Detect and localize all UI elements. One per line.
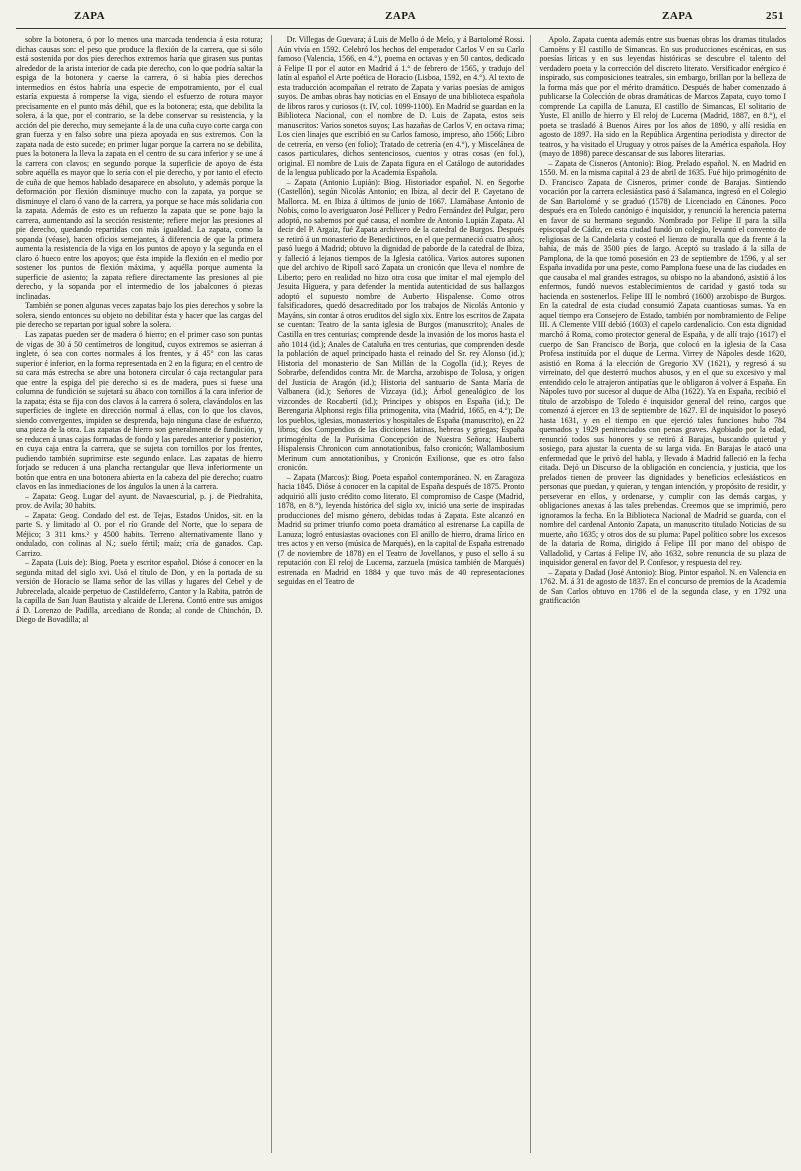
- paragraph: – Zapata: Geog. Condado del est. de Tejas, Estados Unidos, sit. en la parte S. y limitado al O. por el río Grande del Norte, que lo separa de Méjico; 3 311 kms.² y 4500 habits. Terreno alternativamente llano y ondulado, con colinas al N.; suelo fértil; maíz; cría de ganados. Cap. Carrizo.: [16, 510, 263, 558]
- text-columns: [16, 35, 786, 1153]
- column-middle: [271, 35, 532, 1153]
- paragraph: – Zapata (Antonio Lupián): Biog. Historiador español. N. en Segorbe (Castellón), según Nicolás Antonio; en Ibiza, al decir del P. Cayetano de Mallorca. M. en Ibiza á últimos de junio de 1667. Llamábase Antonio de Nobis, como lo averiguaron José Pellicer y Pedro Fernández del Pulgar, pero adoptó, no sabemos por qué causa, el nombre de Antonio Lupián Zapata. Al decir del P. Argaiz, fué Zapata archivero de la catedral de Burgos. Después se retiró á un monasterio de Benedictinos, en el que permaneció cuatro años; pasó luego á Madrid; obtuvo la dignidad de paborde de la catedral de Ibiza, y falleció á lejanos tiempos de la Iglesia católica. Varios autores suponen que del archivo de Ripoll sacó Zapata un cronicón que lleva el nombre de Liberto; pero en realidad no hizo otra cosa que imitar el mal ejemplo del Jesuita Higuera, y para defender la mentida autenticidad de sus hallazgos adoptó el supuesto nombre de Auberto Hispalense. Como otros falsificadores, quedó desacreditado por los trabajos de Nicolás Antonio y Mayáns, sin contar á otros eruditos del siglo xix. Entre los escritos de Zapata se cuentan: Teatro de la santa iglesia de Burgos (manuscrito); Anales de Castilla en tres centurias; comprende desde la invasión de los moros hasta el año 1014 (id.); Anales de Cataluña en tres centurias, que comprenden desde la población de aquel principado hasta el reinado del Sr. rey Alonso (id.); Historia del monasterio de San Millán de la Cogolla (id.); Reyes de Sobrarbe, defendidos contra Mr. de Marcha, arzobispo de Tolosa, y origen del Justicia de Aragón (id.); Historia del santuario de Santa María de Valbanera (id.); Señores de Vizcaya (id.); Árbol genealógico de los vizcondes de Rocabertí (id.); Principes y obispos en España (id.); De Berengaria Alphonsi regis filia primogenita, vita (Madrid, 1665, en 4.°); De los pueblos, iglesias, monasterios y hospitales de España (manuscrito), en 22 libros; dos Compendios de las dicciones latinas, hebreas y griegas; España primogénita de la Purísima Concepción de Nuestra Señora; Hauberti Hispalensis Chronicon cum annotationibus, falso cronicón; Wallambosium Merinum cum annotationibus, y Cronicón Exilionse, que es otro falso cronicón.: [277, 177, 525, 473]
- paragraph: Dr. Villegas de Guevara; á Luis de Mello ó de Melo, y á Bartolomé Rossi. Aún vivía en 1592. Celebró los hechos del emperador Carlos V en su Carlo famoso (Valencia, 1566, en 4.°), poema en octavas y en 50 cantos, dedicado á Felipe II por el autor en Madrid á 1.° de febrero de 1565, y tradujo del latín al español el Arte poética de Horacio (Lisboa, 1592, en 4.°). Al texto de esta traducción acompañan el retrato de Zapata y varias poesías de amigos suyos. De ambas obras hay noticias en el Ensayo de una biblioteca española de libros raros y curiosos (t. IV, col. 1099-1100). En Madrid se guardan en la Biblioteca Nacional, con el nombre de D. Luis de Zapata, estos seis manuscritos: Varios sonetos suyos; Las hazañas de Carlos V, en octava rima; Los cien linajes que escribió en su Carlos famoso, impreso, año 1566; Libro de cetrería, en verso (en folio); Tratado de cetrería (en 4.°), y Miscelánea de casos particulares, dichos sentenciosos, cuentos y otras cosas (en fol.), original. El nombre de Luis de Zapata figura en el Catálogo de autoridades de la lengua publicado por la Academia Española.: [277, 35, 525, 178]
- paragraph: – Zapata (Luis de): Biog. Poeta y escritor español. Dióse á conocer en la segunda mitad del siglo xvi. Usó el título de Don, y en la portada de su versión de Horacio se llama señor de las villas y lugares del Cebel y de Jubrecelada, alcaide perpetuo de Castildeferro, Cantor y la Rabita, patrón de la capilla de San Juan Bautista y alcaide de Llerena. Contó entre sus amigos á D. Lorenzo de Padilla, arcediano de Ronda; al conde de Chinchón, D. Diego de Bovadilla; al: [16, 558, 263, 625]
- paragraph: También se ponen algunas veces zapatas bajo los pies derechos y sobre la solera, siendo entonces su objeto no debilitar ésta y hacer que las cargas del pie derecho se repartan por igual sobre la solera.: [16, 301, 263, 330]
- running-head-center: ZAPA: [385, 10, 417, 22]
- running-head-right: ZAPA: [662, 10, 694, 22]
- paragraph: Las zapatas pueden ser de madera ó hierro; en el primer caso son puntas de vigas de 30 á 50 centímetros de longitud, cuyos extremos se asierran á inglete, ó sea con cortes normales á los frentes, y á 45° con las caras superior é inferior, en la forma representada en 2 en la figura; en el centro de su cara más estrecha se abre una botonera circular ó caja rectangular para que entre la espiga del pie derecho si es de madera, pues si fuese una columna de fundición se sujetará su ábaco con tornillos á la cara inferior de la zapata; ésta se fija con dos clavos á la carrera ó solera, clavándolos en las superficies de inglete en dirección normal á ellas, con lo que los clavos, siendo convergentes, impiden se desprenda, bajo ninguna clase de esfuerzo, una pieza de la otra. Las zapatas de hierro son generalmente de fundición, y se reducen á unas cajas formadas de fondo y las paredes anterior y posterior, en cuya caja entra la carrera, que se sujeta con tornillos por los frentes, pudiendo también suprimirse este segundo enlace. Las zapatas de hierro forjado se reducen á una plancha rectangular que lleva inferiormente un botón que entra en una botonera abierta en la cabeza del pie derecho; cuatro clavos en las inmediaciones de los ángulos la unen á la carrera.: [16, 329, 263, 492]
- paragraph: – Zapata de Cisneros (Antonio): Biog. Prelado español. N. en Madrid en 1550. M. en la misma capital á 23 de abril de 1635. Fué hijo primogénito de D. Francisco Zapata de Cisneros, primer conde de Barajas. Sintiendo vocación por la carrera eclesiástica pasó á Salamanca, ingresó en el Colegio de San Bartolomé y se graduó (1578) de Licenciado en Cánones. Poco después era en Toledo canónigo é inquisidor, y renunció la herencia paterna en favor de su hermano segundo. Nombrado por Felipe II para la silla episcopal de Cádiz, en esta ciudad fundó un colegio, levantó el convento de religiosas de la Candelaria y costeó el lienzo de muralla que da frente á la bahía, de más de 3500 pies de largo. Aceptó su traslado á la silla de Pamplona, de la que tomó posesión en 23 de septiembre de 1596, y al ser España invadida por una peste, como Pamplona fuese una de las ciudades en que causaba el mal grandes estragos, su obispo no la abandonó, asistió á los enfermos, fundó nuevos establecimientos de caridad y gastó toda su hacienda en sostenerlos. Felipe III le nombró (1600) arzobispo de Burgos. En la catedral de esta ciudad consumió Zapata cuantiosas sumas. Ya en aquel tiempo era Consejero de Estado, también por nombramiento de Felipe III. A Clemente VIII debió (1603) el capelo cardenalicio. Con esta dignidad marchó á Roma, como protector general de España, y de allí trajo (1617) el cuerpo de San Francisco de Borja, que colocó en la iglesia de la Casa Profesa instituída por el duque de Lerma. Virrey de Nápoles desde 1620, asistió en Roma á la elección de Gregorio XV (1621), y regresó á su virreinato, del que desterró muchos abusos, y en el que su excesivo y mal entendido celo le atrajeron antipatías que le obligaron á volver á España. En Nápoles tuvo por sucesor al duque de Alba (1622). Ya en España, recibió el título de arzobispo de Toledo é inquisidor general del reino, cargos que comenzó á ejercer en 13 de septiembre de 1627. El de inquisidor lo poseyó hasta 1631, y en el tiempo en que ejerció tales funciones hubo 784 quemados y 1929 penitenciados con penas graves. Agobiado por la edad, renunció todos sus honores y se retiró á Barajas, buscando quietud y sosiego, para ajustar la cuenta de su larga vida. En Barajas le atacó una enfermedad que le privó del habla, y llevado á Madrid falleció en la fecha citada. Dejó un Discurso de la obligación en conciencia, y justicia, que los prelados tienen de proveer las dignidades y beneficios eclesiásticos en personas que puedan, y quieran, y tengan intención, y propósito de residir, y perseverar en ellos, y ordenarse, y cumplir con las demás cargas, y obligaciones anexas á las tales prebendas. Creemos que se imprimió, pero ignoramos la fecha. En la Biblioteca Nacional de Madrid se guarda, con el nombre del cardenal Antonio Zapata, un manuscrito titulado Noticias de su muerte, año 1635; y otros dos de su pluma: Papel político sobre los excesos de la dataria de Roma, dirigido á Felipe III por mano del obispo de Valladolid, y Cartas á Felipe IV, año 1632, sobre renuncia de su plaza de inquisidor general en favor del P. Confesor, y respuesta del rey.: [539, 158, 787, 568]
- paragraph: – Zapata (Marcos): Biog. Poeta español contemporáneo. N. en Zaragoza hacia 1845. Dióse á conocer en la capital de España después de 1875. Pronto adquirió allí justo crédito como literato. El compromiso de Caspe (Madrid, 1878, en 8.°), leyenda histórica del siglo xv, inició una serie de inspiradas producciones del mismo género, debidas todas á Zapata. Este alcanzó en Madrid su primer triunfo como poeta dramático al estrenarse La capilla de Lanuza; logró entusiastas ovaciones con El anillo de hierro, drama lírico en tres actos y en verso (música de Marqués), en la capital de España estrenado (7 de noviembre de 1878) en el Teatro de Jovellanos, y puso el sello á su reputación con El reloj de Lucerna, zarzuela (música también de Marqués) estrenada en Madrid en 1884 y que tuvo más de 40 representaciones seguidas en el Teatro de: [277, 472, 525, 587]
- column-right: [539, 35, 786, 1153]
- paragraph: sobre la botonera, ó por lo menos una marcada tendencia á esta rotura; dichas causas son: el peso que produce la flexión de la carrera, que si sólo está sostenida por dos pies derechos extremos haría que girasen sus puntas alrededor de la arista interior de cada pie derecho, con lo que podría saltar la espiga de la botonera y caerse la carrera, ó si había pies derechos intermedios en éstos habría una especie de empotramiento, por el cual estaría expuesta á romperse la viga, siendo el esfuerzo de rotura mayor precisamente en el punto más débil, que es la botonera; esta, que debilita la solera, á la que, por el contrario, se la debe conservar su resistencia, y la acción del pie derecho, muy semejante á la de una cuña cuyo corte carga con gran fuerza y en falso sobre una pieza apoyada en sus extremos. Con la zapata nada de esto sucede; en primer lugar porque la carrera no se debilita, pues la botonera la lleva la zapata en el centro de su cara inferior y se une á la carrera con clavos; en segundo porque la superficie de apoyo de ésta sobre aquélla es mayor que lo sería con el pie derecho, y por tanto el efecto de cuña de que hemos hablado desaparece en absoluto, y además porque la deformación por flexión disminuye mucho con la zapata, ya porque se disminuye el claro ó vano de la carrera, ya porque se hace más solidaria con la zapata. Además de esto es un refuerzo la zapata que se pone bajo la carrera, aumentando así la sección resistente; refiere mejor las presiones al pie derecho, quedando repartidas con más igualdad. La zapata, como la sopanda (véase), hacen oficios semejantes, á diferencia de que la primera aumenta la resistencia de la viga en los puntos de apoyo y la segunda en el claro ó hueco entre los apoyos; que ésta impide la flexión en el medio por sostener los puntos de flexión máxima, y aquélla porque aumenta la superficie de asiento; la zapata refiere directamente las presiones al pie derecho, y la sopanda por el intermedio de los jabalcones ó piezas inclinadas.: [16, 35, 263, 301]
- paragraph: – Zapata y Dadad (José Antonio): Biog. Pintor español. N. en Valencia en 1762. M. á 31 de agosto de 1837. En el concurso de premios de la Academia de San Carlos obtuvo en 1786 el de la segunda clase, y en 1792 una gratificación: [539, 567, 787, 606]
- paragraph: Apolo. Zapata cuenta además entre sus buenas obras los dramas titulados Camoëns y El castillo de Simancas. En sus producciones escénicas, en sus poesías líricas y en sus leyendas históricas se descubre el talento del verdadero poeta y la corrección del discreto literato. Versificador enérgico é inspirado, sus composiciones teatrales, sin embargo, brillan por la belleza de la forma más que por el mérito dramático. Después de haber comenzado á publicarse la Colección de obras dramáticas de Marcos Zapata, cuyo tomo I comprende La capilla de Lanuza, El castillo de Simancas, El solitario de Yuste, El anillo de hierro y El reloj de Lucerna (Madrid, 1887, en 8.°), el poeta se trasladó á Buenos Aires por los años de 1890, y allí residía en agosto de 1897. Ha sido en la República Argentina periodista y director de teatros, y ha visitado el Uruguay y otros países de la América española. Hoy (mayo de 1898) parece descansar de sus labores literarias.: [539, 35, 787, 159]
- page-number: 251: [766, 10, 784, 22]
- paragraph: – Zapata: Geog. Lugar del ayunt. de Navaescurial, p. j. de Piedrahita, prov. de Avila; 30 habits.: [16, 491, 263, 511]
- dictionary-page: [16, 8, 786, 1163]
- page-header: [16, 8, 786, 29]
- column-left: [16, 35, 263, 1153]
- running-head-left: ZAPA: [74, 10, 106, 22]
